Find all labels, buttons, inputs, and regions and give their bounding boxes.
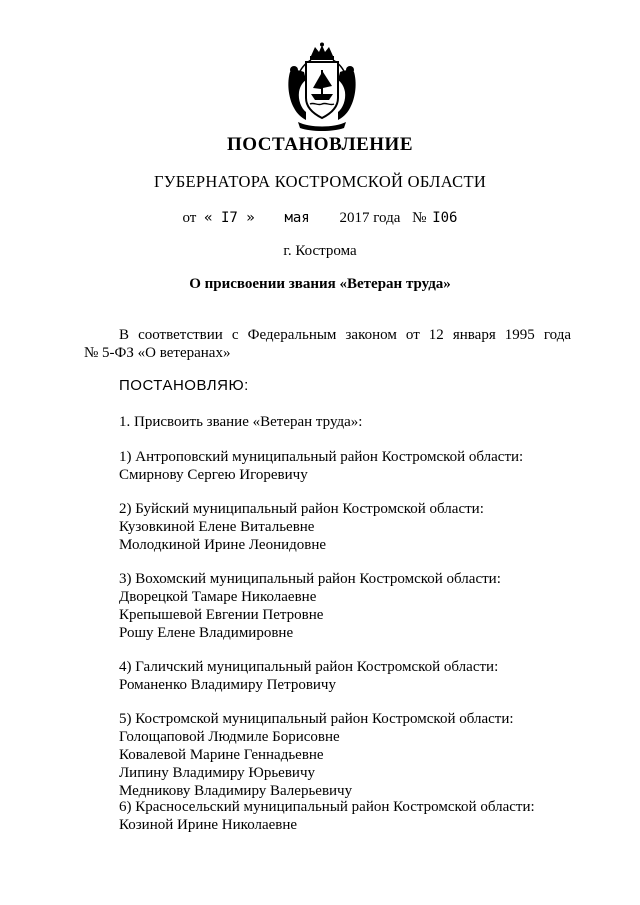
date-line (0, 210, 640, 227)
list-item: Молодкиной Ирине Леонидовне (119, 537, 327, 553)
preamble-line-1: В соответствии с Федеральным законом от 12 января 1995 года (119, 327, 571, 343)
list-item: Рошу Елене Владимировне (119, 625, 294, 641)
document-number: I06 (432, 210, 458, 226)
clause-1: 1. Присвоить звание «Ветеран труда»: (119, 414, 363, 430)
preamble-line-2: № 5-ФЗ «О ветеранах» (84, 345, 231, 361)
document-subject: О присвоении звания «Ветеран труда» (189, 276, 451, 292)
list-item: Липину Владимиру Юрьевичу (119, 765, 315, 781)
section-heading: 3) Вохомский муниципальный район Костромской области: (119, 571, 501, 587)
section-heading: 5) Костромской муниципальный район Костромской области: (119, 711, 514, 727)
city: г. Кострома (283, 243, 357, 259)
date-prefix: от (182, 210, 197, 226)
list-item: Ковалевой Марине Геннадьевне (119, 747, 324, 763)
list-item: Кузовкиной Елене Витальевне (119, 519, 315, 535)
list-item: Крепышевой Евгении Петровне (119, 607, 324, 623)
list-item: Козиной Ирине Николаевне (119, 817, 298, 833)
coat-of-arms-icon (284, 42, 360, 132)
document-title: ПОСТАНОВЛЕНИЕ (226, 134, 414, 155)
list-item: Романенко Владимиру Петровичу (119, 677, 336, 693)
list-item: Медникову Владимиру Валерьевичу (119, 783, 353, 799)
decree-word: ПОСТАНОВЛЯЮ: (119, 377, 249, 394)
section-heading: 6) Красносельский муниципальный район Костромской области: (119, 799, 535, 815)
issuer-title: ГУБЕРНАТОРА КОСТРОМСКОЙ ОБЛАСТИ (153, 172, 487, 191)
list-item: Голощаповой Людмиле Борисовне (119, 729, 340, 745)
number-label: № (412, 210, 427, 226)
date-year: 2017 года (339, 210, 401, 226)
list-item: Дворецкой Тамаре Николаевне (119, 589, 317, 605)
section-heading: 2) Буйский муниципальный район Костромской области: (119, 501, 484, 517)
section-heading: 4) Галичский муниципальный район Костромской области: (119, 659, 499, 675)
date-day: « I7 » (204, 210, 255, 226)
list-item: Смирнову Сергею Игоревичу (119, 467, 308, 483)
section-heading: 1) Антроповский муниципальный район Костромской области: (119, 449, 524, 465)
date-month: мая (284, 210, 310, 226)
preamble (84, 326, 571, 362)
